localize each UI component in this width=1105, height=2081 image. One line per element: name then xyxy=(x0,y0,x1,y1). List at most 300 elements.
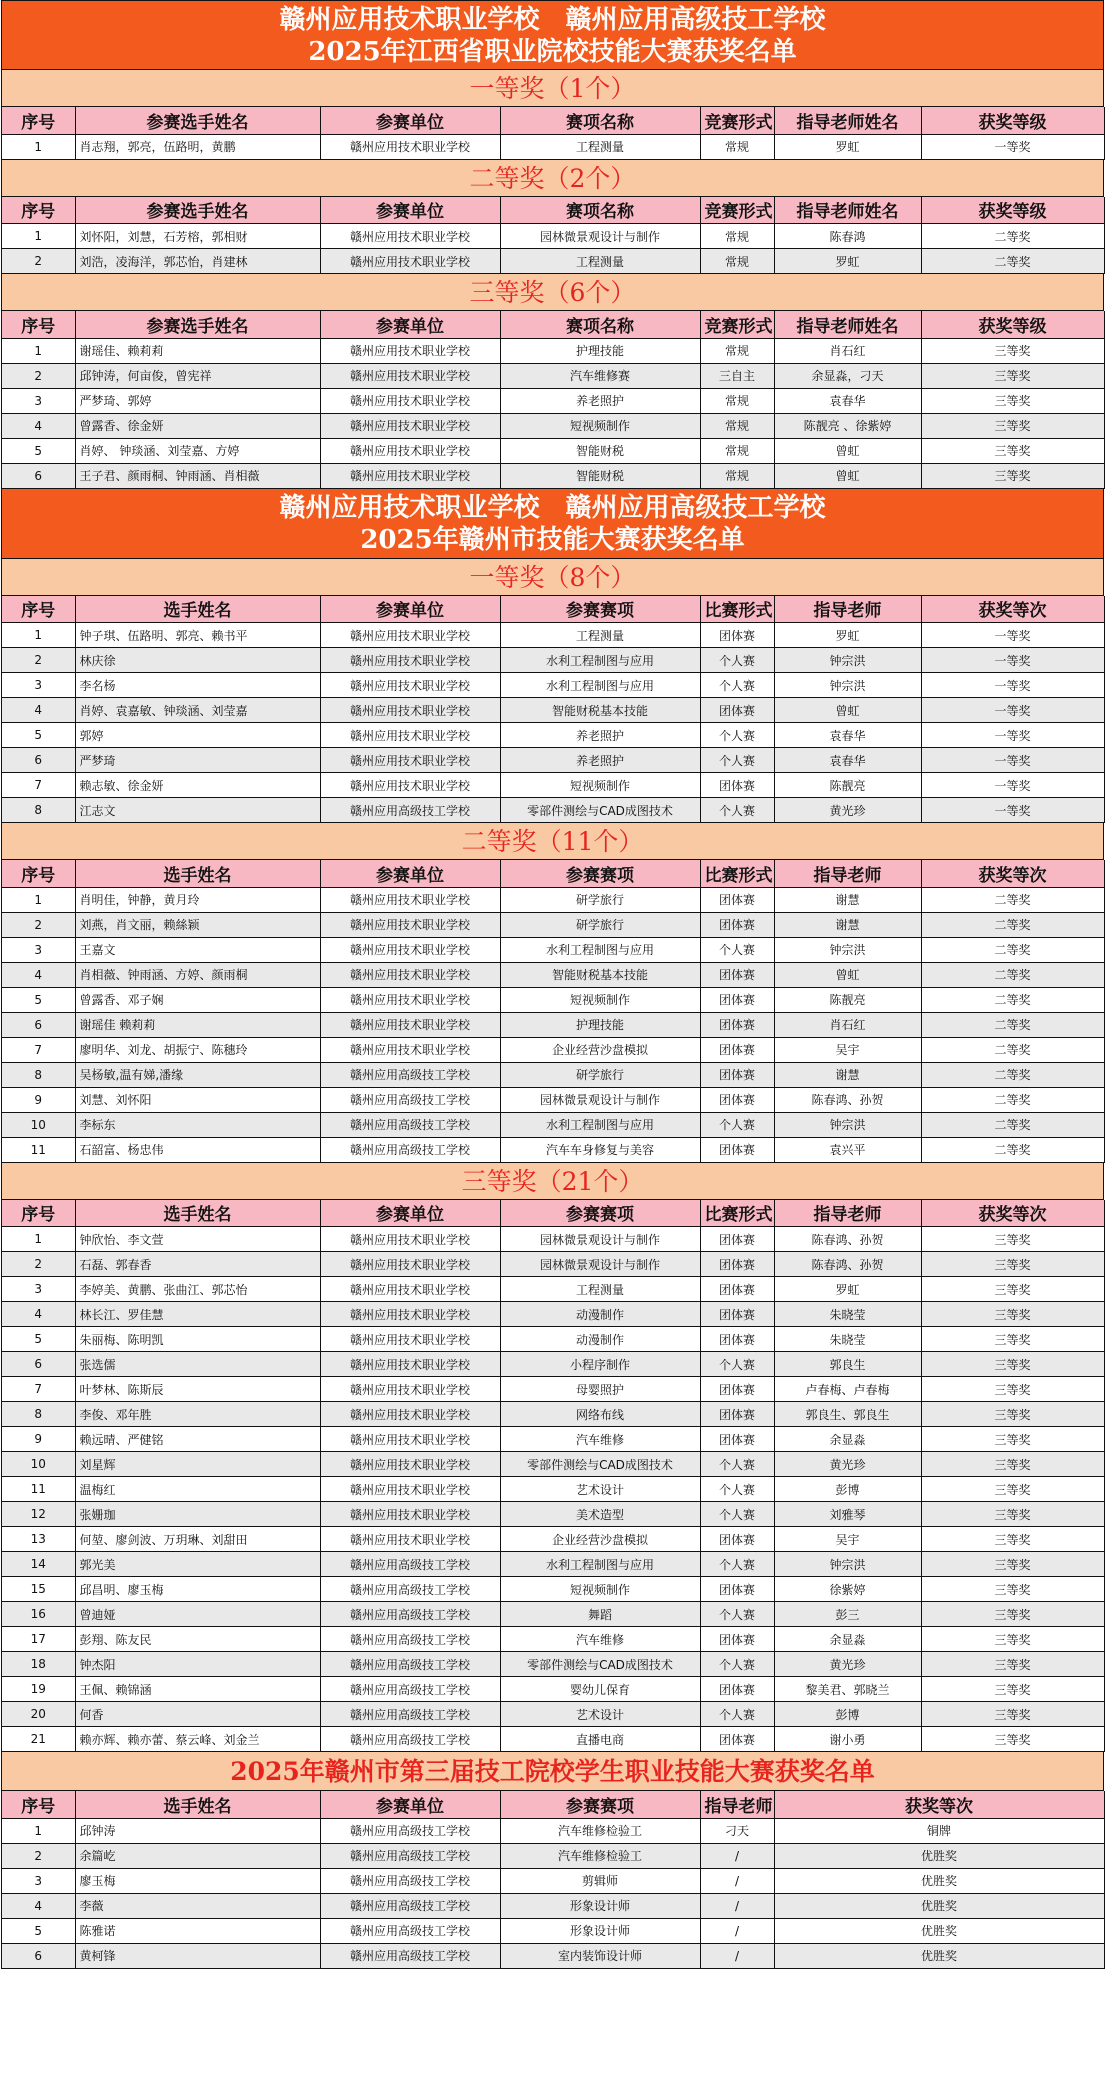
table-row xyxy=(2,1452,1104,1477)
table-cell: 赣州应用技术职业学校 xyxy=(320,912,500,937)
table-row xyxy=(2,623,1104,648)
table-cell: 常规 xyxy=(700,249,774,274)
table-cell: 智能财税 xyxy=(500,438,700,463)
table-cell: 团体赛 xyxy=(700,962,774,987)
table-cell: 6 xyxy=(2,463,75,488)
table-cell: 罗虹 xyxy=(774,1277,921,1302)
header-row xyxy=(2,1200,1104,1227)
table-cell: 赣州应用高级技工学校 xyxy=(320,1868,500,1893)
table-cell: 一等奖 xyxy=(921,748,1104,773)
table-cell: 赣州应用技术职业学校 xyxy=(320,1377,500,1402)
table-cell: 个人赛 xyxy=(700,1502,774,1527)
table-cell: 三等奖 xyxy=(921,1602,1104,1627)
table-cell: 14 xyxy=(2,1552,75,1577)
table-cell: 钟宗洪 xyxy=(774,673,921,698)
table-cell: 汽车维修赛 xyxy=(500,363,700,388)
table-cell: 舞蹈 xyxy=(500,1602,700,1627)
table-row xyxy=(2,1427,1104,1452)
table-cell: 研学旅行 xyxy=(500,912,700,937)
table-cell: 短视频制作 xyxy=(500,1577,700,1602)
table-cell: 团体赛 xyxy=(700,1137,774,1162)
table-cell: 9 xyxy=(2,1087,75,1112)
table-cell: 个人赛 xyxy=(700,673,774,698)
table-row xyxy=(2,912,1104,937)
table-cell: 园林微景观设计与制作 xyxy=(500,1227,700,1252)
table-cell: 陈春鸿、孙贺 xyxy=(774,1252,921,1277)
table-cell: 三等奖 xyxy=(921,1377,1104,1402)
table-cell: 赣州应用技术职业学校 xyxy=(320,623,500,648)
table-cell: 4 xyxy=(2,698,75,723)
table-cell: 赣州应用技术职业学校 xyxy=(320,1327,500,1352)
table-cell: 李薇 xyxy=(75,1893,320,1918)
column-header: 参赛选手姓名 xyxy=(75,107,320,134)
table-cell: 8 xyxy=(2,798,75,823)
table-cell: 李名杨 xyxy=(75,673,320,698)
award-table xyxy=(2,596,1105,824)
table-cell: 一等奖 xyxy=(921,723,1104,748)
table-cell: 直播电商 xyxy=(500,1727,700,1752)
table-row xyxy=(2,1227,1104,1252)
table-cell: 1 xyxy=(2,623,75,648)
table-cell: 赣州应用高级技工学校 xyxy=(320,1702,500,1727)
table-cell: 个人赛 xyxy=(700,1652,774,1677)
table-row xyxy=(2,937,1104,962)
table-cell: 美术造型 xyxy=(500,1502,700,1527)
table-row xyxy=(2,1627,1104,1652)
table-cell: 钟杰阳 xyxy=(75,1652,320,1677)
table-cell: 赣州应用技术职业学校 xyxy=(320,388,500,413)
table-cell: 刘燕，肖文丽，赖絲颖 xyxy=(75,912,320,937)
table-cell: 谢瑶佳、赖莉莉 xyxy=(75,338,320,363)
table-cell: 优胜奖 xyxy=(774,1918,1104,1943)
table-cell: 动漫制作 xyxy=(500,1302,700,1327)
table-cell: 个人赛 xyxy=(700,1477,774,1502)
table-cell: 护理技能 xyxy=(500,1012,700,1037)
table-cell: 三等奖 xyxy=(921,338,1104,363)
table-cell: 个人赛 xyxy=(700,1702,774,1727)
header-row xyxy=(2,107,1104,134)
table-row xyxy=(2,1477,1104,1502)
table-cell: 何堃、廖剑波、万玥琳、刘甜田 xyxy=(75,1527,320,1552)
table-cell: 17 xyxy=(2,1627,75,1652)
column-header: 参赛单位 xyxy=(320,197,500,224)
table-cell: 赣州应用技术职业学校 xyxy=(320,937,500,962)
table-cell: 赣州应用高级技工学校 xyxy=(320,1943,500,1968)
table-cell: 智能财税 xyxy=(500,463,700,488)
award-table xyxy=(2,311,1105,489)
table-cell: 钟子琪、伍路明、郭亮、赖书平 xyxy=(75,623,320,648)
table-cell: 王子君、颜雨桐、钟雨涵、肖相薇 xyxy=(75,463,320,488)
banner-line-2: 2025年江西省职业院校技能大赛获奖名单 xyxy=(308,36,797,67)
table-cell: 三等奖 xyxy=(921,1327,1104,1352)
table-cell: 三等奖 xyxy=(921,363,1104,388)
table-row xyxy=(2,1352,1104,1377)
column-header: 指导老师 xyxy=(774,1200,921,1227)
table-cell: 三等奖 xyxy=(921,1502,1104,1527)
table-cell: 罗虹 xyxy=(774,134,921,159)
table-cell: 3 xyxy=(2,937,75,962)
table-cell: 吴宇 xyxy=(774,1037,921,1062)
table-cell: 三等奖 xyxy=(921,1452,1104,1477)
table-cell: 母婴照护 xyxy=(500,1377,700,1402)
table-cell: 汽车维修 xyxy=(500,1427,700,1452)
table-cell: 3 xyxy=(2,1277,75,1302)
table-row xyxy=(2,1302,1104,1327)
table-cell: 团体赛 xyxy=(700,1037,774,1062)
table-row xyxy=(2,962,1104,987)
table-cell: 1 xyxy=(2,1227,75,1252)
table-cell: 谢慧 xyxy=(774,1062,921,1087)
table-cell: 团体赛 xyxy=(700,1527,774,1552)
table-cell: 彭博 xyxy=(774,1477,921,1502)
table-cell: 铜牌 xyxy=(774,1818,1104,1843)
table-row xyxy=(2,134,1104,159)
table-cell: 个人赛 xyxy=(700,748,774,773)
part3-title: 2025年赣州市第三届技工院校学生职业技能大赛获奖名单 xyxy=(2,1752,1104,1791)
table-cell: 赣州应用技术职业学校 xyxy=(320,463,500,488)
table-cell: 郭良生 xyxy=(774,1352,921,1377)
table-cell: 团体赛 xyxy=(700,1062,774,1087)
table-cell: 三等奖 xyxy=(921,1727,1104,1752)
table-cell: 8 xyxy=(2,1062,75,1087)
table-cell: 三等奖 xyxy=(921,1427,1104,1452)
table-cell: 三等奖 xyxy=(921,1277,1104,1302)
table-row xyxy=(2,1918,1104,1943)
table-cell: 赣州应用技术职业学校 xyxy=(320,648,500,673)
table-row xyxy=(2,1552,1104,1577)
column-header: 获奖等次 xyxy=(921,596,1104,623)
table-cell: 肖石红 xyxy=(774,1012,921,1037)
table-cell: 赣州应用高级技工学校 xyxy=(320,1062,500,1087)
table-cell: 5 xyxy=(2,723,75,748)
table-cell: 11 xyxy=(2,1137,75,1162)
table-cell: 4 xyxy=(2,1893,75,1918)
table-cell: 婴幼儿保育 xyxy=(500,1677,700,1702)
table-cell: 吴宇 xyxy=(774,1527,921,1552)
table-cell: 三自主 xyxy=(700,363,774,388)
column-header: 序号 xyxy=(2,1791,75,1818)
table-cell: 赣州应用技术职业学校 xyxy=(320,1252,500,1277)
table-cell: / xyxy=(700,1943,774,1968)
table-cell: 赣州应用技术职业学校 xyxy=(320,748,500,773)
header-row xyxy=(2,197,1104,224)
column-header: 序号 xyxy=(2,311,75,338)
column-header: 选手姓名 xyxy=(75,1791,320,1818)
table-cell: 赣州应用技术职业学校 xyxy=(320,338,500,363)
table-cell: 曾露香、徐金妍 xyxy=(75,413,320,438)
prize-level-title: 二等奖（11个） xyxy=(2,823,1104,860)
table-cell: 短视频制作 xyxy=(500,413,700,438)
table-cell: 谢慧 xyxy=(774,912,921,937)
table-cell: 钟宗洪 xyxy=(774,937,921,962)
table-cell: 赣州应用技术职业学校 xyxy=(320,1302,500,1327)
table-cell: 彭博 xyxy=(774,1702,921,1727)
column-header: 指导老师 xyxy=(774,860,921,887)
column-header: 指导老师姓名 xyxy=(774,197,921,224)
table-cell: 赣州应用技术职业学校 xyxy=(320,987,500,1012)
table-cell: 4 xyxy=(2,1302,75,1327)
table-cell: 1 xyxy=(2,134,75,159)
table-cell: 团体赛 xyxy=(700,1087,774,1112)
table-row xyxy=(2,388,1104,413)
table-cell: 三等奖 xyxy=(921,1352,1104,1377)
table-cell: 11 xyxy=(2,1477,75,1502)
table-cell: 个人赛 xyxy=(700,1352,774,1377)
table-cell: 二等奖 xyxy=(921,1087,1104,1112)
column-header: 参赛单位 xyxy=(320,107,500,134)
table-cell: 个人赛 xyxy=(700,723,774,748)
table-cell: 团体赛 xyxy=(700,1377,774,1402)
table-cell: 肖石红 xyxy=(774,338,921,363)
table-cell: 团体赛 xyxy=(700,1677,774,1702)
table-cell: 三等奖 xyxy=(921,1552,1104,1577)
table-cell: 5 xyxy=(2,1918,75,1943)
table-cell: 水利工程制图与应用 xyxy=(500,1552,700,1577)
table-cell: / xyxy=(700,1868,774,1893)
award-table xyxy=(2,107,1105,160)
table-cell: 邱钟涛，何亩俊，曾宪祥 xyxy=(75,363,320,388)
table-cell: 石磊、郭春香 xyxy=(75,1252,320,1277)
table-cell: 常规 xyxy=(700,224,774,249)
table-cell: 2 xyxy=(2,1843,75,1868)
table-cell: 水利工程制图与应用 xyxy=(500,937,700,962)
table-cell: 二等奖 xyxy=(921,912,1104,937)
column-header: 参赛赛项 xyxy=(500,1791,700,1818)
table-cell: 园林微景观设计与制作 xyxy=(500,1252,700,1277)
table-cell: 郭光美 xyxy=(75,1552,320,1577)
table-cell: 赣州应用技术职业学校 xyxy=(320,1277,500,1302)
table-cell: 张选儒 xyxy=(75,1352,320,1377)
table-cell: 水利工程制图与应用 xyxy=(500,648,700,673)
table-cell: 曾虹 xyxy=(774,698,921,723)
column-header: 选手姓名 xyxy=(75,596,320,623)
table-cell: 石韶富、杨忠伟 xyxy=(75,1137,320,1162)
table-cell: 21 xyxy=(2,1727,75,1752)
table-cell: 肖相薇、钟雨涵、方婷、颜雨桐 xyxy=(75,962,320,987)
table-cell: 团体赛 xyxy=(700,1327,774,1352)
table-row xyxy=(2,648,1104,673)
award-table xyxy=(2,197,1105,275)
table-cell: 常规 xyxy=(700,388,774,413)
table-cell: 三等奖 xyxy=(921,1652,1104,1677)
table-cell: 常规 xyxy=(700,338,774,363)
table-cell: 一等奖 xyxy=(921,698,1104,723)
table-cell: 林庆徐 xyxy=(75,648,320,673)
column-header: 参赛赛项 xyxy=(500,596,700,623)
table-cell: 工程测量 xyxy=(500,134,700,159)
table-cell: 赣州应用技术职业学校 xyxy=(320,1012,500,1037)
table-cell: 袁春华 xyxy=(774,388,921,413)
table-cell: 叶梦林、陈斯辰 xyxy=(75,1377,320,1402)
table-cell: 赣州应用技术职业学校 xyxy=(320,249,500,274)
table-cell: 黄光珍 xyxy=(774,1452,921,1477)
table-cell: 三等奖 xyxy=(921,1402,1104,1427)
table-cell: 7 xyxy=(2,1377,75,1402)
table-cell: 肖婷、 钟琰涵、刘莹嘉、方婷 xyxy=(75,438,320,463)
table-row xyxy=(2,1527,1104,1552)
table-cell: 一等奖 xyxy=(921,773,1104,798)
table-cell: 5 xyxy=(2,438,75,463)
table-cell: 二等奖 xyxy=(921,224,1104,249)
table-cell: 赣州应用高级技工学校 xyxy=(320,1627,500,1652)
column-header: 序号 xyxy=(2,596,75,623)
table-cell: 廖玉梅 xyxy=(75,1868,320,1893)
table-cell: 三等奖 xyxy=(921,1577,1104,1602)
column-header: 获奖等级 xyxy=(921,311,1104,338)
table-cell: 园林微景观设计与制作 xyxy=(500,224,700,249)
column-header: 参赛单位 xyxy=(320,1791,500,1818)
table-row xyxy=(2,1502,1104,1527)
table-cell: 赣州应用高级技工学校 xyxy=(320,1918,500,1943)
table-cell: 陈靓亮 xyxy=(774,773,921,798)
table-cell: 赣州应用技术职业学校 xyxy=(320,363,500,388)
table-cell: 赣州应用技术职业学校 xyxy=(320,962,500,987)
table-cell: 5 xyxy=(2,1327,75,1352)
table-cell: 汽车车身修复与美容 xyxy=(500,1137,700,1162)
column-header: 指导老师姓名 xyxy=(774,107,921,134)
column-header: 选手姓名 xyxy=(75,860,320,887)
table-cell: 赣州应用高级技工学校 xyxy=(320,1652,500,1677)
table-cell: 张姗珈 xyxy=(75,1502,320,1527)
table-cell: 黄光珍 xyxy=(774,1652,921,1677)
prize-level-title: 三等奖（21个） xyxy=(2,1163,1104,1200)
table-cell: 1 xyxy=(2,338,75,363)
table-cell: 3 xyxy=(2,388,75,413)
table-cell: 团体赛 xyxy=(700,1402,774,1427)
header-row xyxy=(2,311,1104,338)
table-cell: 2 xyxy=(2,363,75,388)
table-cell: 剪辑师 xyxy=(500,1868,700,1893)
table-cell: 短视频制作 xyxy=(500,987,700,1012)
table-cell: 李俊、邓年胜 xyxy=(75,1402,320,1427)
table-row xyxy=(2,1277,1104,1302)
table-cell: 2 xyxy=(2,912,75,937)
table-row xyxy=(2,1087,1104,1112)
table-cell: 余显淼 xyxy=(774,1627,921,1652)
table-cell: 赣州应用技术职业学校 xyxy=(320,773,500,798)
table-row xyxy=(2,1577,1104,1602)
table-row xyxy=(2,1843,1104,1868)
table-row xyxy=(2,1943,1104,1968)
table-cell: 严梦琦、郭婷 xyxy=(75,388,320,413)
table-cell: 零部件测绘与CAD成图技术 xyxy=(500,1652,700,1677)
table-row xyxy=(2,413,1104,438)
table-cell: 6 xyxy=(2,748,75,773)
table-cell: 15 xyxy=(2,1577,75,1602)
table-cell: 余显淼 xyxy=(774,1427,921,1452)
table-cell: 团体赛 xyxy=(700,1427,774,1452)
table-cell: 个人赛 xyxy=(700,1112,774,1137)
table-cell: 曾迪娅 xyxy=(75,1602,320,1627)
table-cell: 赣州应用高级技工学校 xyxy=(320,1893,500,1918)
table-cell: 王佩、赖锦涵 xyxy=(75,1677,320,1702)
table-cell: 赖志敏、徐金妍 xyxy=(75,773,320,798)
table-cell: 赣州应用高级技工学校 xyxy=(320,1677,500,1702)
table-cell: 李婷美、黄鹏、张曲江、郭芯怡 xyxy=(75,1277,320,1302)
table-cell: 谢瑶佳 赖莉莉 xyxy=(75,1012,320,1037)
table-row xyxy=(2,1137,1104,1162)
table-cell: 2 xyxy=(2,1252,75,1277)
table-cell: 赣州应用高级技工学校 xyxy=(320,1602,500,1627)
column-header: 获奖等次 xyxy=(921,1200,1104,1227)
banner-line-1: 赣州应用技术职业学校 赣州应用高级技工学校 xyxy=(279,4,826,35)
table-row xyxy=(2,1727,1104,1752)
table-cell: 二等奖 xyxy=(921,1012,1104,1037)
table-cell: 个人赛 xyxy=(700,1552,774,1577)
column-header: 获奖等次 xyxy=(921,860,1104,887)
table-cell: 彭翔、陈友民 xyxy=(75,1627,320,1652)
table-cell: 三等奖 xyxy=(921,1227,1104,1252)
table-cell: 曾虹 xyxy=(774,962,921,987)
table-cell: 赣州应用技术职业学校 xyxy=(320,1427,500,1452)
table-cell: 团体赛 xyxy=(700,887,774,912)
table-cell: / xyxy=(700,1893,774,1918)
table-cell: 工程测量 xyxy=(500,1277,700,1302)
table-cell: 二等奖 xyxy=(921,1037,1104,1062)
column-header: 赛项名称 xyxy=(500,107,700,134)
table-cell: 团体赛 xyxy=(700,1277,774,1302)
table-cell: 三等奖 xyxy=(921,1627,1104,1652)
table-row xyxy=(2,698,1104,723)
table-cell: 肖明佳，钟静，黄月玲 xyxy=(75,887,320,912)
prize-level-title: 三等奖（6个） xyxy=(2,274,1104,311)
table-cell: 三等奖 xyxy=(921,1677,1104,1702)
table-cell: 汽车维修检验工 xyxy=(500,1818,700,1843)
table-cell: 刘星辉 xyxy=(75,1452,320,1477)
banner-line-1: 赣州应用技术职业学校 赣州应用高级技工学校 xyxy=(279,492,826,523)
table-cell: 工程测量 xyxy=(500,249,700,274)
table-cell: 三等奖 xyxy=(921,413,1104,438)
table-cell: 曾虹 xyxy=(774,463,921,488)
column-header: 比赛形式 xyxy=(700,1200,774,1227)
table-cell: 陈春鸿 xyxy=(774,224,921,249)
table-cell: 优胜奖 xyxy=(774,1868,1104,1893)
table-cell: 袁春华 xyxy=(774,748,921,773)
banner-line-2: 2025年赣州市技能大赛获奖名单 xyxy=(360,524,745,555)
column-header: 竞赛形式 xyxy=(700,107,774,134)
table-cell: 赣州应用技术职业学校 xyxy=(320,438,500,463)
table-cell: 企业经营沙盘模拟 xyxy=(500,1037,700,1062)
prize-level-title: 一等奖（8个） xyxy=(2,559,1104,596)
table-cell: 余显淼，刁天 xyxy=(774,363,921,388)
table-cell: 赣州应用高级技工学校 xyxy=(320,1552,500,1577)
table-cell: 何香 xyxy=(75,1702,320,1727)
table-cell: 曾虹 xyxy=(774,438,921,463)
table-cell: 赣州应用技术职业学校 xyxy=(320,698,500,723)
column-header: 参赛赛项 xyxy=(500,1200,700,1227)
table-row xyxy=(2,723,1104,748)
table-cell: 邱昌明、廖玉梅 xyxy=(75,1577,320,1602)
table-cell: 小程序制作 xyxy=(500,1352,700,1377)
table-cell: 个人赛 xyxy=(700,1602,774,1627)
header-row xyxy=(2,860,1104,887)
column-header: 获奖等次 xyxy=(774,1791,1104,1818)
table-row xyxy=(2,1112,1104,1137)
table-cell: 赣州应用高级技工学校 xyxy=(320,1577,500,1602)
table-cell: 邱钟涛 xyxy=(75,1818,320,1843)
table-cell: 赣州应用高级技工学校 xyxy=(320,1843,500,1868)
column-header: 参赛单位 xyxy=(320,1200,500,1227)
table-cell: 团体赛 xyxy=(700,1577,774,1602)
table-row xyxy=(2,463,1104,488)
part1-banner xyxy=(2,1,1104,70)
table-cell: 郭良生、郭良生 xyxy=(774,1402,921,1427)
table-cell: 钟宗洪 xyxy=(774,1552,921,1577)
table-cell: / xyxy=(700,1843,774,1868)
table-cell: 水利工程制图与应用 xyxy=(500,1112,700,1137)
table-row xyxy=(2,1652,1104,1677)
table-cell: 彭三 xyxy=(774,1602,921,1627)
